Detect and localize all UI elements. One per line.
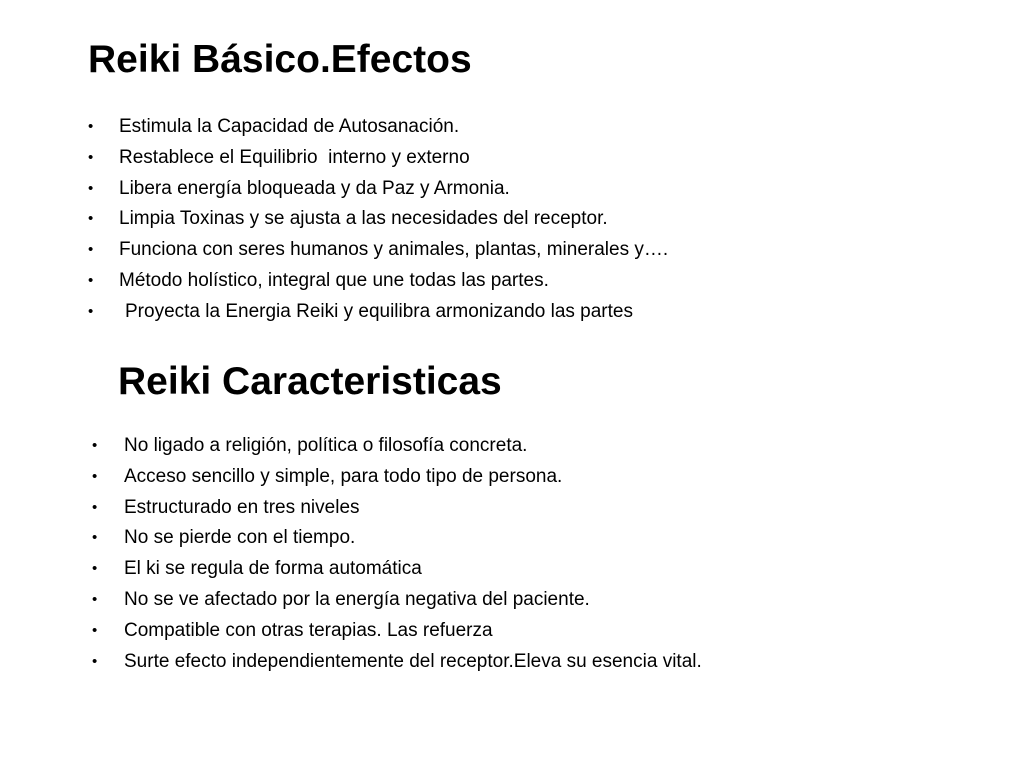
list-item — [92, 431, 702, 462]
list-item — [92, 585, 702, 616]
bullet-icon: • — [92, 590, 98, 608]
bullet-text: Estimula la Capacidad de Autosanación. — [119, 116, 460, 137]
bullet-icon: • — [92, 498, 98, 516]
bullet-text: Proyecta la Energia Reiki y equilibra armonizando las partes — [125, 300, 633, 322]
bullet-icon: • — [88, 148, 94, 166]
bullet-text: Estructurado en tres niveles — [124, 496, 360, 518]
bullet-icon: • — [92, 467, 98, 485]
list-item — [88, 266, 668, 297]
bullet-text: Surte efecto independientemente del receptor.Eleva su esencia vital. — [124, 650, 702, 672]
slide-title-caracteristicas: Reiki Caracteristicas — [118, 360, 502, 403]
list-item — [92, 647, 702, 678]
list-item — [88, 174, 668, 205]
bullet-text: Método holístico, integral que une todas las partes. — [119, 269, 549, 291]
list-item — [88, 143, 668, 174]
bullet-text: Funciona con seres humanos y animales, plantas, minerales y…. — [119, 239, 669, 261]
caracteristicas-bullet-list — [92, 431, 702, 677]
bullet-icon: • — [92, 621, 98, 639]
list-item — [92, 462, 702, 493]
bullet-icon: • — [88, 241, 94, 259]
list-item — [92, 616, 702, 647]
list-item — [88, 235, 668, 266]
slide-title-efectos: Reiki Básico.Efectos — [88, 38, 472, 81]
bullet-text: No ligado a religión, política o filosofía concreta. — [124, 435, 528, 456]
bullet-icon: • — [92, 437, 98, 454]
bullet-icon: • — [88, 271, 94, 289]
bullet-text: Limpia Toxinas y se ajusta a las necesidades del receptor. — [119, 208, 608, 230]
bullet-icon: • — [88, 210, 94, 228]
list-item — [88, 112, 668, 143]
bullet-text: No se ve afectado por la energía negativa del paciente. — [124, 588, 590, 610]
bullet-icon: • — [88, 118, 94, 135]
bullet-text: Restablece el Equilibrio interno y externo — [119, 146, 470, 168]
bullet-icon: • — [88, 302, 94, 320]
bullet-text: Compatible con otras terapias. Las refuerza — [124, 619, 493, 641]
list-item — [92, 523, 702, 554]
bullet-text: Acceso sencillo y simple, para todo tipo de persona. — [124, 465, 563, 487]
bullet-icon: • — [92, 652, 98, 670]
bullet-icon: • — [92, 560, 98, 578]
bullet-text: Libera energía bloqueada y da Paz y Armonia. — [119, 177, 510, 199]
bullet-icon: • — [92, 529, 98, 547]
list-item — [92, 493, 702, 524]
list-item — [88, 204, 668, 235]
list-item — [92, 554, 702, 585]
list-item — [88, 297, 668, 328]
bullet-icon: • — [88, 179, 94, 197]
bullet-text: No se pierde con el tiempo. — [124, 527, 356, 549]
efectos-bullet-list — [88, 112, 668, 328]
bullet-text: El ki se regula de forma automática — [124, 558, 422, 580]
